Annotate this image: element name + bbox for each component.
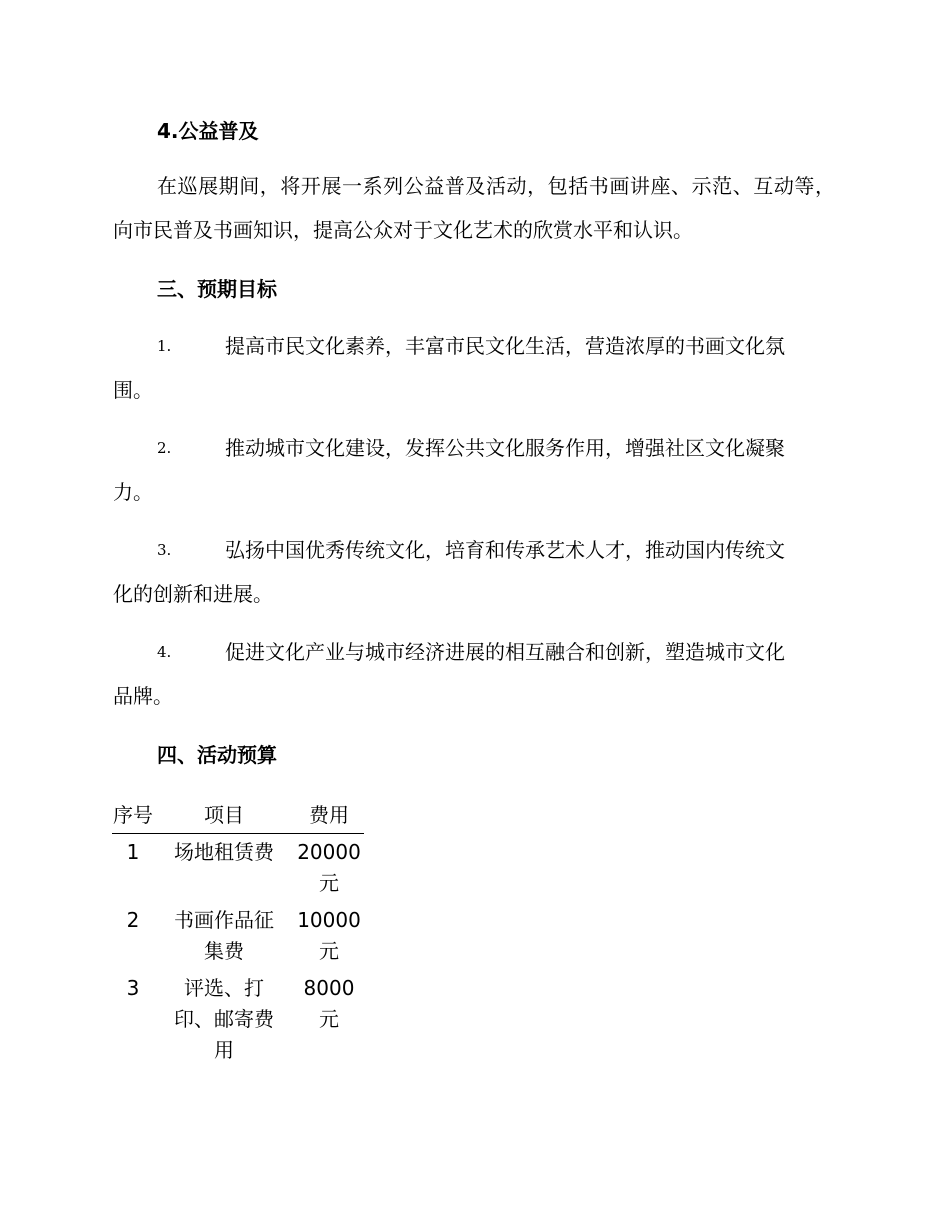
goal-number: 3. xyxy=(157,541,172,559)
table-cell-no: 1 xyxy=(126,840,140,864)
table-cell-no: 3 xyxy=(126,976,140,1000)
goal-text-line2: 力。 xyxy=(113,480,153,504)
budget-table xyxy=(112,798,364,1069)
table-header-cell-cost: 费用 xyxy=(294,798,364,834)
section-heading-public-outreach: 4.公益普及 xyxy=(157,119,259,143)
table-cell-cost: 10000元 xyxy=(297,908,361,963)
goal-item-4 xyxy=(113,630,835,718)
goal-number: 4. xyxy=(157,643,172,661)
table-row xyxy=(112,970,364,1069)
table-cell-no: 2 xyxy=(126,908,140,932)
table-cell-cost: 8000元 xyxy=(303,976,355,1031)
table-header-row xyxy=(112,798,364,834)
goal-text-line2: 化的创新和进展。 xyxy=(113,582,273,606)
table-cell-item: 书画作品征集费 xyxy=(174,908,274,963)
goal-item-3 xyxy=(113,528,835,616)
goal-text-line2: 围。 xyxy=(113,378,153,402)
table-row xyxy=(112,902,364,970)
goal-number: 1. xyxy=(157,337,172,355)
goal-text-line2: 品牌。 xyxy=(113,684,173,708)
table-cell-item: 场地租赁费 xyxy=(174,840,274,864)
goal-text-line1: 提高市民文化素养，丰富市民文化生活，营造浓厚的书画文化氛 xyxy=(225,334,785,358)
section-heading-expected-goals: 三、预期目标 xyxy=(157,277,277,301)
goal-text-line1: 促进文化产业与城市经济进展的相互融合和创新，塑造城市文化 xyxy=(225,640,785,664)
goal-text-line1: 推动城市文化建设，发挥公共文化服务作用，增强社区文化凝聚 xyxy=(225,436,785,460)
goal-item-1 xyxy=(113,324,835,412)
goal-number: 2. xyxy=(157,439,172,457)
goal-item-2 xyxy=(113,426,835,514)
public-outreach-paragraph: 在巡展期间，将开展一系列公益普及活动，包括书画讲座、示范、互动等，向市民普及书画知识，提高公众对于文化艺术的欣赏水平和认识。 xyxy=(113,174,835,242)
table-cell-item: 评选、打印、邮寄费用 xyxy=(174,976,274,1062)
goal-text-line1: 弘扬中国优秀传统文化，培育和传承艺术人才，推动国内传统文 xyxy=(225,538,785,562)
table-row xyxy=(112,834,364,903)
table-cell-cost: 20000元 xyxy=(297,840,361,895)
table-header-cell-item: 项目 xyxy=(154,798,294,834)
section-heading-activity-budget: 四、活动预算 xyxy=(157,743,277,767)
table-header-cell-no: 序号 xyxy=(112,798,154,834)
